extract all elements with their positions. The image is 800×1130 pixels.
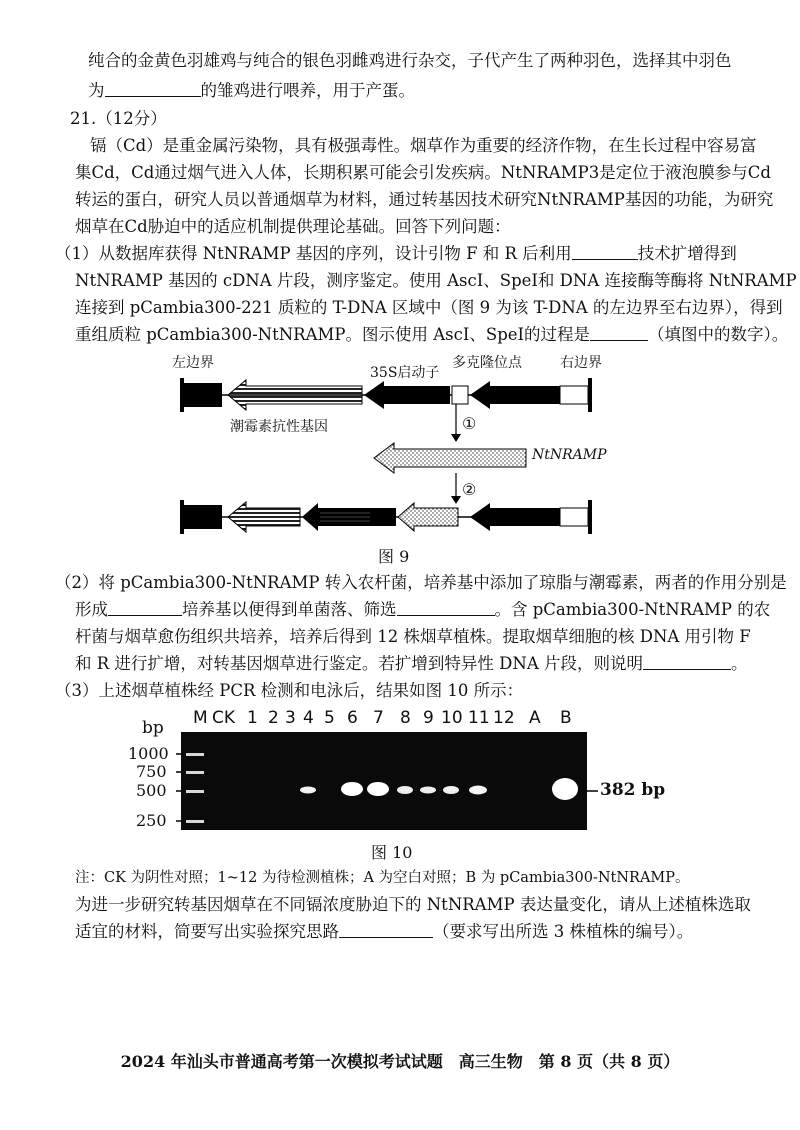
part1-line-1-post: 技术扩增得到 [637,244,737,263]
size-marker-750: 750 [136,762,167,781]
promoter-35s [364,381,450,409]
band-lane-7 [367,782,389,796]
mcs-label: 多克隆位点 [452,355,522,371]
q20-line-2 [88,80,415,102]
answer-blank[interactable] [572,243,638,260]
part2-line-1: （2）将 pCambia300-NtNRAMP 转入农杆菌，培养基中添加了琼脂与潮霉素，两者的作用分别是 [55,573,787,592]
answer-blank[interactable] [108,599,182,616]
final-line-2-pre: 适宜的材料，简要写出实验探究思路 [75,922,339,941]
lane-label-B: B [560,708,572,728]
part2-line-2-b: 培养基以便得到单菌落、筛选 [182,600,397,619]
part1-line-4-post: （填图中的数字）。 [648,325,789,344]
final-line-2-post: （要求写出所选 3 株植株的编号）。 [433,922,694,941]
lane-label-6: 6 [347,708,358,728]
lane-label-A: A [529,708,541,728]
part1-line-1-pre: （1）从数据库获得 NtNRAMP 基因的序列，设计引物 F 和 R 后利用 [55,244,572,263]
part1-line-4-pre: 重组质粒 pCambia300-NtNRAMP。图示使用 AscⅠ、SpeⅠ的过程是 [75,325,591,344]
lane-label-8: 8 [400,708,411,728]
answer-blank[interactable] [339,921,433,938]
ladder-band [186,790,204,793]
q20-line-2-post: 的雏鸡进行喂养，用于产蛋。 [200,81,415,100]
lane-label-2: 2 [268,708,279,728]
right-border-label: 右边界 [560,355,602,371]
final-line-1: 为进一步研究转基因烟草在不同镉浓度胁迫下的 NtNRAMP 表达量变化，请从上述植株选取 [75,895,751,914]
lane-label-9: 9 [423,708,434,728]
lane-label-M: M [193,708,208,728]
band-size-label: 382 bp [600,780,666,800]
part2-line-3: 杆菌与烟草愈伤组织共培养，培养后得到 12 株烟草植株。提取烟草细胞的核 DNA 用引物 F [75,627,751,646]
figure-10-caption: 图 10 [371,843,413,862]
intro-line-2: 集Cd，Cd通过烟气进入人体，长期积累可能会引发疾病。NtNRAMP3是定位于液泡膜参与Cd [75,163,771,182]
part2-line-4-pre: 和 R 进行扩增，对转基因烟草进行鉴定。若扩增到特异性 DNA 片段，则说明 [75,654,643,673]
answer-blank[interactable] [590,324,648,341]
q20-line-2-pre: 为 [88,81,105,100]
part1-line-3: 连接到 pCambia300-221 质粒的 T-DNA 区域中（图 9 为该 T-DNA 的左边界至右边界），得到 [75,298,783,317]
ladder-band [186,771,204,774]
part2-line-2-c: 。含 pCambia300-NtNRAMP 的农 [494,600,771,619]
lane-label-3: 3 [285,708,296,728]
lane-label-5: 5 [324,708,335,728]
left-border-bar [180,378,184,412]
lane-label-12: 12 [493,708,515,728]
band-lane-4 [300,787,316,794]
part2-line-4 [75,653,748,675]
question-number: 21.（12分） [70,109,167,128]
right-border-block [560,386,588,404]
gene-label: NtNRAMP [532,447,607,463]
part1-line-4 [75,324,788,346]
page-footer: 2024 年汕头市普通高考第一次模拟考试试题 高三生物 第 8 页（共 8 页） [120,1052,680,1071]
ntnramp-inserted [398,503,458,531]
figure-10-note: 注：CK 为阴性对照；1~12 为待检测植株；A 为空白对照；B 为 pCambia300-NtNRAMP。 [75,870,690,886]
step-1-label: ① [462,414,477,433]
answer-blank[interactable] [397,599,495,616]
answer-blank[interactable] [643,653,731,670]
resistance-gene-label: 潮霉素抗性基因 [230,419,328,435]
size-marker-1000: 1000 [128,744,169,763]
band-lane-10 [443,786,459,794]
answer-blank[interactable] [105,80,201,97]
right-segment [470,381,560,409]
ladder-band [186,753,204,756]
left-border-block [182,383,222,407]
part2-line-2-a: 形成 [75,600,108,619]
band-lane-11 [469,786,487,795]
step-2-label: ② [462,480,477,499]
part2-line-4-post: 。 [731,654,748,673]
part3-line-1: （3）上述烟草植株经 PCR 检测和电泳后，结果如图 10 所示： [55,681,524,700]
left-border-label: 左边界 [172,355,214,371]
hygromycin-resistance-gene [228,380,362,410]
promoter-label: 35S启动子 [370,365,440,381]
lane-label-10: 10 [441,708,463,728]
intro-line-3: 转运的蛋白，研究人员以普通烟草为材料，通过转基因技术研究NtNRAMP基因的功能，为研究 [75,190,774,209]
right-border-bar [588,378,592,412]
final-line-2 [75,921,693,943]
lane-label-4: 4 [303,708,314,728]
lane-label-11: 11 [468,708,490,728]
lane-label-CK: CK [212,708,236,728]
band-lane-9 [420,787,436,794]
band-lane-6 [341,782,363,796]
band-lane-8 [397,786,413,794]
lane-label-7: 7 [373,708,384,728]
size-marker-500: 500 [136,781,167,800]
part2-line-2 [75,599,770,621]
ladder-band [186,820,204,823]
ntnramp-gene [374,443,526,473]
gel-background [181,732,587,830]
intro-line-1: 镉（Cd）是重金属污染物，具有极强毒性。烟草作为重要的经济作物，在生长过程中容易富 [90,136,757,155]
intro-line-4: 烟草在Cd胁迫中的适应机制提供理论基础。回答下列问题： [75,217,511,236]
size-marker-250: 250 [136,811,167,830]
part1-line-1 [55,243,737,265]
figure-9-caption: 图 9 [378,547,410,566]
band-lane-B [552,778,578,800]
q20-line-1: 纯合的金黄色羽雄鸡与纯合的银色羽雌鸡进行杂交，子代产生了两种羽色，选择其中羽色 [88,51,732,70]
bp-unit-label: bp [142,718,164,738]
tdna-recombinant [180,500,592,534]
tdna-original [180,378,592,412]
part1-line-2: NtNRAMP 基因的 cDNA 片段，测序鉴定。使用 AscⅠ、SpeⅠ和 DNA 连接酶等酶将 NtNRAMP [75,271,797,290]
lane-label-1: 1 [247,708,258,728]
mcs-site [452,386,468,404]
